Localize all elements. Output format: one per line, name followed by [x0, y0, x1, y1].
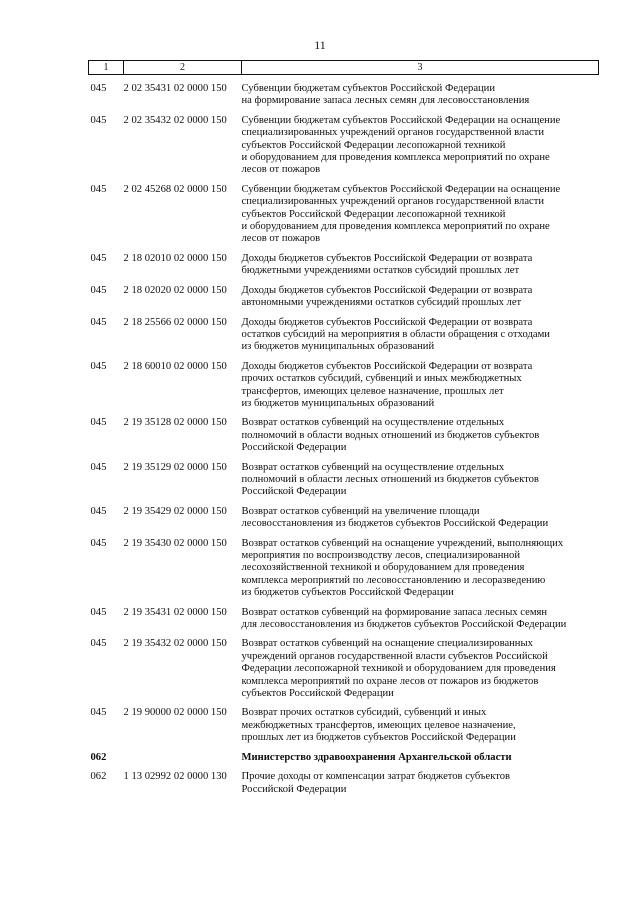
- description-cell: [242, 752, 599, 771]
- admin-code-cell: 045: [90, 537, 107, 549]
- admin-code-cell: 045: [90, 638, 107, 650]
- table-row: [89, 538, 599, 607]
- description-cell: [242, 317, 599, 361]
- admin-code-cell: 045: [90, 114, 107, 126]
- description-line: лесов от пожаров: [241, 233, 321, 245]
- description-line: Федерации лесопожарной техникой и оборудованием для проведения: [241, 663, 556, 675]
- admin-code-cell: 045: [90, 284, 107, 296]
- admin-code-cell: 045: [90, 417, 107, 429]
- description-line: межбюджетных трансфертов, имеющих целевое назначение,: [241, 719, 516, 731]
- description-cell: [242, 707, 599, 751]
- revenue-code-cell: 2 19 35430 02 0000 150: [123, 537, 227, 549]
- description-line: Возврат остатков субвенций на осуществление отдельных: [241, 461, 505, 473]
- description-line: полномочий в области лесных отношений из бюджетов субъектов: [241, 473, 539, 485]
- description-line: Субвенции бюджетам субъектов Российской Федерации на оснащение: [241, 114, 561, 126]
- table-row: [89, 462, 599, 506]
- description-line: и оборудованием для проведения комплекса мероприятий по охране: [241, 221, 550, 233]
- table-row: [89, 285, 599, 317]
- description-line: Доходы бюджетов субъектов Российской Федерации от возврата: [241, 284, 533, 296]
- description-line: Российской Федерации: [241, 783, 347, 795]
- revenue-code-cell: 1 13 02992 02 0000 130: [123, 771, 227, 783]
- table-row: [89, 361, 599, 418]
- description-line: Субвенции бюджетам субъектов Российской Федерации: [241, 83, 496, 94]
- description-line: автономными учреждениями остатков субсидий прошлых лет: [241, 297, 522, 309]
- table-body: [89, 75, 599, 803]
- description-cell: [242, 538, 599, 607]
- revenue-code-cell: 2 18 02010 02 0000 150: [123, 252, 227, 264]
- description-cell: [242, 771, 599, 803]
- column-header-2: 2: [124, 61, 242, 75]
- table-row: [89, 638, 599, 707]
- description-cell: [242, 253, 599, 285]
- revenue-code-cell: 2 19 90000 02 0000 150: [123, 707, 227, 719]
- description-line: Российской Федерации: [241, 486, 347, 498]
- revenue-code-cell: 2 02 35432 02 0000 150: [123, 114, 227, 126]
- description-line: Доходы бюджетов субъектов Российской Федерации от возврата: [241, 252, 533, 264]
- description-line: на формирование запаса лесных семян для лесовосстановления: [241, 95, 530, 107]
- admin-code-cell: 045: [90, 606, 107, 618]
- page-number: 11: [314, 38, 326, 52]
- description-line: из бюджетов муниципальных образований: [241, 341, 435, 353]
- description-line: субъектов Российской Федерации лесопожарной техникой: [241, 208, 506, 220]
- description-line: лесохозяйственной техникой и оборудованием для проведения: [241, 562, 525, 574]
- admin-code-cell: 045: [90, 252, 107, 264]
- description-line: остатков субсидий на мероприятия в области обращения с отходами: [241, 328, 550, 340]
- description-line: из бюджетов муниципальных образований: [241, 397, 435, 409]
- admin-code-cell: 045: [90, 505, 107, 517]
- column-header-1: 1: [89, 61, 124, 75]
- description-line: специализированных учреждений органов государственной власти: [241, 127, 545, 139]
- revenue-code-cell: 2 19 35432 02 0000 150: [123, 638, 227, 650]
- description-line: Министерство здравоохранения Архангельской области: [241, 751, 512, 763]
- table-row: [89, 417, 599, 461]
- description-line: лесовосстановления из бюджетов субъектов Российской Федерации: [241, 518, 549, 530]
- admin-code-cell: 045: [90, 83, 107, 94]
- description-cell: [242, 506, 599, 538]
- description-line: из бюджетов субъектов Российской Федерации: [241, 587, 454, 599]
- table-row: [89, 115, 599, 184]
- admin-code-cell: 062: [90, 771, 107, 783]
- description-cell: [242, 75, 599, 115]
- description-line: Возврат прочих остатков субсидий, субвенций и иных: [241, 707, 487, 719]
- table-row: [89, 184, 599, 253]
- description-cell: [242, 115, 599, 184]
- admin-code-cell: 045: [90, 360, 107, 372]
- description-line: Возврат остатков субвенций на оснащение специализированных: [241, 638, 533, 650]
- admin-code-cell: 045: [90, 461, 107, 473]
- revenue-code-cell: 2 19 35429 02 0000 150: [123, 505, 227, 517]
- description-cell: [242, 417, 599, 461]
- table-row: [89, 506, 599, 538]
- description-line: комплекса мероприятий по лесовосстановлению и лесоразведению: [241, 574, 546, 586]
- description-line: полномочий в области водных отношений из бюджетов субъектов: [241, 429, 540, 441]
- description-cell: [242, 361, 599, 418]
- description-line: трансфертов, имеющих целевое назначение, прошлых лет: [241, 385, 504, 397]
- revenue-code-cell: 2 19 35431 02 0000 150: [123, 606, 227, 618]
- admin-code-cell: 045: [90, 316, 107, 328]
- revenue-code-cell: 2 18 25566 02 0000 150: [123, 316, 227, 328]
- budget-classification-table: [88, 60, 599, 803]
- description-line: прочих остатков субсидий, субвенций и иных межбюджетных: [241, 373, 522, 385]
- description-line: для лесовосстановления из бюджетов субъектов Российской Федерации: [241, 619, 567, 631]
- table-row: [89, 771, 599, 803]
- revenue-code-cell: 2 18 60010 02 0000 150: [123, 360, 227, 372]
- description-line: мероприятия по воспроизводству лесов, специализированной: [241, 550, 521, 561]
- revenue-code-cell: 2 19 35129 02 0000 150: [123, 461, 227, 473]
- description-line: Российской Федерации: [241, 442, 347, 454]
- description-line: и оборудованием для проведения комплекса мероприятий по охране: [241, 152, 550, 164]
- description-line: Прочие доходы от компенсации затрат бюджетов субъектов: [241, 771, 511, 783]
- description-line: субъектов Российской Федерации лесопожарной техникой: [241, 139, 506, 151]
- description-line: специализированных учреждений органов государственной власти: [241, 196, 545, 208]
- table-row: [89, 253, 599, 285]
- revenue-code-cell: 2 18 02020 02 0000 150: [123, 284, 227, 296]
- description-cell: [242, 184, 599, 253]
- description-cell: [242, 462, 599, 506]
- description-cell: [242, 607, 599, 639]
- description-line: комплекса мероприятий по охране лесов от пожаров из бюджетов: [241, 675, 539, 687]
- revenue-code-cell: 2 02 35431 02 0000 150: [123, 83, 227, 94]
- table-row: [89, 707, 599, 751]
- admin-code-cell: 045: [90, 707, 107, 719]
- description-line: Возврат остатков субвенций на формирование запаса лесных семян: [241, 606, 548, 618]
- description-line: прошлых лет из бюджетов субъектов Российской Федерации: [241, 732, 516, 744]
- column-header-3: 3: [242, 61, 599, 75]
- description-line: Доходы бюджетов субъектов Российской Федерации от возврата: [241, 316, 533, 328]
- revenue-code-cell: 2 19 35128 02 0000 150: [123, 417, 227, 429]
- table-row: [89, 75, 599, 115]
- table-row: [89, 752, 599, 771]
- description-line: учреждений органов государственной власти субъектов Российской: [241, 650, 548, 662]
- description-line: лесов от пожаров: [241, 164, 321, 176]
- admin-code-cell: 045: [90, 183, 107, 195]
- description-line: бюджетными учреждениями остатков субсидий прошлых лет: [241, 265, 520, 277]
- table-header-row: [89, 61, 599, 75]
- description-line: Возврат остатков субвенций на осуществление отдельных: [241, 417, 505, 429]
- description-line: субъектов Российской Федерации: [241, 688, 394, 700]
- table-row: [89, 317, 599, 361]
- admin-code-cell: 062: [90, 751, 107, 763]
- description-line: Субвенции бюджетам субъектов Российской Федерации на оснащение: [241, 183, 561, 195]
- description-cell: [242, 638, 599, 707]
- description-cell: [242, 285, 599, 317]
- description-line: Доходы бюджетов субъектов Российской Федерации от возврата: [241, 360, 533, 372]
- description-line: Возврат остатков субвенций на увеличение площади: [241, 505, 480, 517]
- revenue-code-cell: [124, 752, 242, 771]
- description-line: Возврат остатков субвенций на оснащение учреждений, выполняющих: [241, 537, 564, 549]
- revenue-code-cell: 2 02 45268 02 0000 150: [123, 183, 227, 195]
- table-row: [89, 607, 599, 639]
